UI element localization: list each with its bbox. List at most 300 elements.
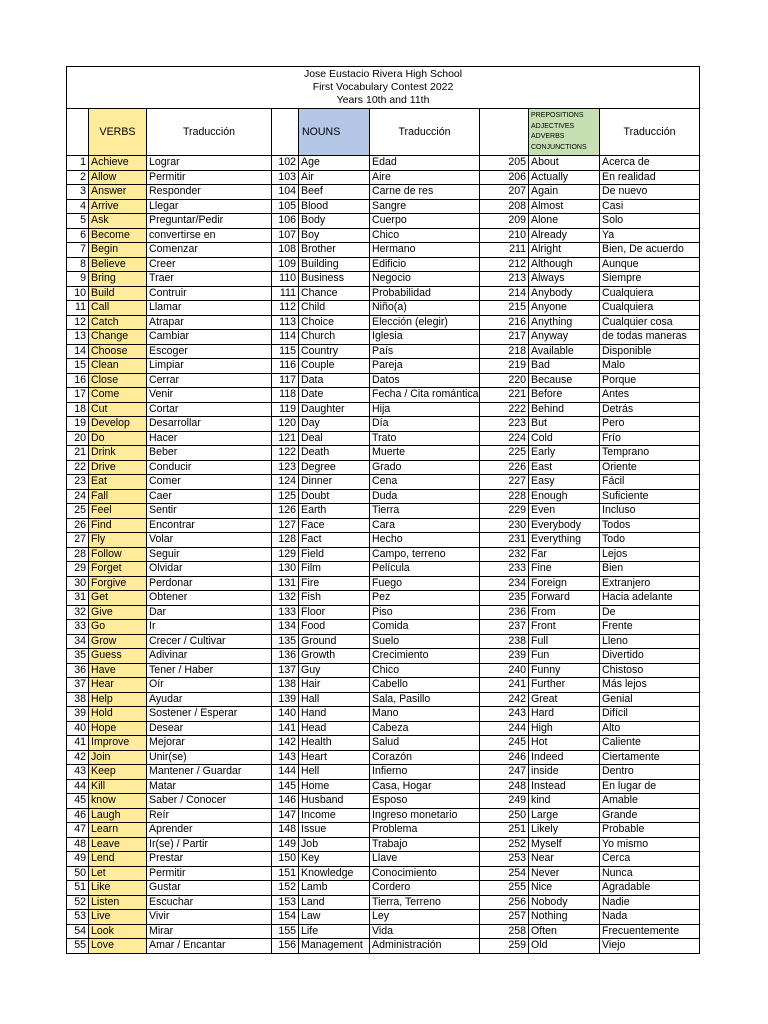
misc-number: 252	[480, 837, 529, 852]
verbs-translation: Oír	[147, 678, 272, 693]
misc-number: 224	[480, 431, 529, 446]
nouns-word: Child	[299, 301, 370, 316]
misc-number: 220	[480, 373, 529, 388]
misc-word: Hard	[529, 707, 600, 722]
nouns-number: 102	[272, 156, 299, 171]
verbs-word: Call	[89, 301, 147, 316]
nouns-word: Income	[299, 808, 370, 823]
nouns-translation: Muerte	[370, 446, 480, 461]
nouns-number: 113	[272, 315, 299, 330]
misc-number: 244	[480, 721, 529, 736]
column-header-row	[67, 109, 700, 156]
nouns-number: 132	[272, 591, 299, 606]
misc-word: Hot	[529, 736, 600, 751]
misc-translation: De	[600, 605, 700, 620]
verbs-number: 41	[67, 736, 89, 751]
misc-translation: Nadie	[600, 895, 700, 910]
nouns-number: 128	[272, 533, 299, 548]
nouns-number: 141	[272, 721, 299, 736]
nouns-translation: Pez	[370, 591, 480, 606]
nouns-number: 127	[272, 518, 299, 533]
nouns-number: 109	[272, 257, 299, 272]
verbs-word: Lend	[89, 852, 147, 867]
misc-translation: Ciertamente	[600, 750, 700, 765]
nouns-number: 150	[272, 852, 299, 867]
nouns-translation: Aire	[370, 170, 480, 185]
adverbs-label: ADVERBS	[531, 133, 565, 140]
table-row	[67, 562, 700, 577]
misc-number: 256	[480, 895, 529, 910]
nouns-word: Dinner	[299, 475, 370, 490]
nouns-number: 118	[272, 388, 299, 403]
verbs-translation: Perdonar	[147, 576, 272, 591]
table-row	[67, 301, 700, 316]
verbs-number: 4	[67, 199, 89, 214]
nouns-number: 139	[272, 692, 299, 707]
verbs-number: 18	[67, 402, 89, 417]
verbs-translation: Aprender	[147, 823, 272, 838]
verbs-number: 35	[67, 649, 89, 664]
sheet-title	[67, 67, 700, 109]
verbs-word: Love	[89, 939, 147, 954]
misc-translation: Lleno	[600, 634, 700, 649]
misc-word: Enough	[529, 489, 600, 504]
misc-number: 217	[480, 330, 529, 345]
misc-number: 209	[480, 214, 529, 229]
nouns-word: Floor	[299, 605, 370, 620]
nouns-word: Heart	[299, 750, 370, 765]
verbs-translation: Ir	[147, 620, 272, 635]
nouns-translation: Crecimiento	[370, 649, 480, 664]
nouns-translation: Película	[370, 562, 480, 577]
misc-number: 258	[480, 924, 529, 939]
verbs-word: Forget	[89, 562, 147, 577]
verbs-translation: Olvidar	[147, 562, 272, 577]
verbs-number: 46	[67, 808, 89, 823]
conjunctions-label: CONJUNCTIONS	[531, 143, 587, 151]
misc-word: Often	[529, 924, 600, 939]
nouns-translation: Casa, Hogar	[370, 779, 480, 794]
table-row	[67, 460, 700, 475]
nouns-translation: Grado	[370, 460, 480, 475]
nouns-translation: Ley	[370, 910, 480, 925]
misc-word: Always	[529, 272, 600, 287]
verbs-word: Improve	[89, 736, 147, 751]
nouns-word: Lamb	[299, 881, 370, 896]
misc-number: 228	[480, 489, 529, 504]
verbs-word: Live	[89, 910, 147, 925]
verbs-word: Develop	[89, 417, 147, 432]
misc-number: 207	[480, 185, 529, 200]
nouns-word: Building	[299, 257, 370, 272]
verbs-number: 52	[67, 895, 89, 910]
table-row	[67, 910, 700, 925]
verbs-word: know	[89, 794, 147, 809]
misc-number: 239	[480, 649, 529, 664]
verbs-word: Get	[89, 591, 147, 606]
adjectives-label: ADJECTIVES	[531, 122, 575, 130]
nouns-translation: Iglesia	[370, 330, 480, 345]
nouns-number: 136	[272, 649, 299, 664]
nouns-translation: Llave	[370, 852, 480, 867]
verbs-number: 33	[67, 620, 89, 635]
misc-number: 222	[480, 402, 529, 417]
verbs-translation: Desarrollar	[147, 417, 272, 432]
misc-word: Foreign	[529, 576, 600, 591]
misc-translation: Malo	[600, 359, 700, 374]
misc-word: Easy	[529, 475, 600, 490]
vocabulary-rows	[67, 156, 700, 954]
nouns-translation: Cabeza	[370, 721, 480, 736]
misc-word: East	[529, 460, 600, 475]
nouns-number: 108	[272, 243, 299, 258]
verbs-number: 43	[67, 765, 89, 780]
misc-number: 215	[480, 301, 529, 316]
nouns-number: 154	[272, 910, 299, 925]
misc-word: Funny	[529, 663, 600, 678]
misc-translation: En lugar de	[600, 779, 700, 794]
nouns-header: NOUNS	[299, 109, 370, 156]
misc-translation: Pero	[600, 417, 700, 432]
misc-word: Everything	[529, 533, 600, 548]
misc-translation: Frecuentemente	[600, 924, 700, 939]
table-row	[67, 750, 700, 765]
verbs-number: 16	[67, 373, 89, 388]
nouns-word: Hand	[299, 707, 370, 722]
verbs-translation: Creer	[147, 257, 272, 272]
verbs-number: 48	[67, 837, 89, 852]
misc-translation: Cualquiera	[600, 301, 700, 316]
nouns-word: Brother	[299, 243, 370, 258]
misc-translation: Ya	[600, 228, 700, 243]
verbs-number: 40	[67, 721, 89, 736]
misc-translation: Cerca	[600, 852, 700, 867]
nouns-number: 114	[272, 330, 299, 345]
nouns-translation: Hermano	[370, 243, 480, 258]
nouns-number: 131	[272, 576, 299, 591]
nouns-number: 120	[272, 417, 299, 432]
verbs-translation: Llamar	[147, 301, 272, 316]
verbs-word: Help	[89, 692, 147, 707]
verbs-translation: Llegar	[147, 199, 272, 214]
misc-translation: Fácil	[600, 475, 700, 490]
nouns-translation: Fuego	[370, 576, 480, 591]
table-row	[67, 359, 700, 374]
misc-word: Even	[529, 504, 600, 519]
verbs-word: Give	[89, 605, 147, 620]
misc-translation: Casi	[600, 199, 700, 214]
verbs-translation: Mejorar	[147, 736, 272, 751]
table-row	[67, 156, 700, 171]
misc-number: 213	[480, 272, 529, 287]
nouns-translation: Cara	[370, 518, 480, 533]
verbs-number: 23	[67, 475, 89, 490]
misc-translation: Dentro	[600, 765, 700, 780]
table-row	[67, 214, 700, 229]
verbs-word: Join	[89, 750, 147, 765]
verbs-number: 54	[67, 924, 89, 939]
nouns-word: Body	[299, 214, 370, 229]
nouns-number: 104	[272, 185, 299, 200]
misc-number: 205	[480, 156, 529, 171]
misc-translation: Cualquier cosa	[600, 315, 700, 330]
misc-word: kind	[529, 794, 600, 809]
verbs-translation: Unir(se)	[147, 750, 272, 765]
misc-number: 254	[480, 866, 529, 881]
verbs-translation: Conducir	[147, 460, 272, 475]
verbs-word: Answer	[89, 185, 147, 200]
misc-number: 257	[480, 910, 529, 925]
misc-word: About	[529, 156, 600, 171]
verbs-translation: Obtener	[147, 591, 272, 606]
table-row	[67, 431, 700, 446]
vocabulary-table	[66, 66, 700, 954]
nouns-number: 146	[272, 794, 299, 809]
verbs-translation: Ayudar	[147, 692, 272, 707]
misc-translation: Incluso	[600, 504, 700, 519]
nouns-translation: Infierno	[370, 765, 480, 780]
misc-word: Never	[529, 866, 600, 881]
table-row	[67, 199, 700, 214]
nouns-number: 111	[272, 286, 299, 301]
verbs-translation: Comer	[147, 475, 272, 490]
nouns-translation: Trabajo	[370, 837, 480, 852]
misc-number: 236	[480, 605, 529, 620]
nouns-word: Day	[299, 417, 370, 432]
misc-translation: Acerca de	[600, 156, 700, 171]
verbs-number: 47	[67, 823, 89, 838]
nouns-number: 153	[272, 895, 299, 910]
misc-number: 240	[480, 663, 529, 678]
nouns-word: Beef	[299, 185, 370, 200]
verbs-number: 8	[67, 257, 89, 272]
verbs-word: Keep	[89, 765, 147, 780]
nouns-translation: Comida	[370, 620, 480, 635]
misc-number: 253	[480, 852, 529, 867]
nouns-word: Food	[299, 620, 370, 635]
nouns-word: Job	[299, 837, 370, 852]
nouns-translation: Cordero	[370, 881, 480, 896]
nouns-word: Country	[299, 344, 370, 359]
table-row	[67, 794, 700, 809]
nouns-translation: Problema	[370, 823, 480, 838]
nouns-word: Blood	[299, 199, 370, 214]
verbs-translation: Encontrar	[147, 518, 272, 533]
table-row	[67, 881, 700, 896]
nouns-word: Growth	[299, 649, 370, 664]
nouns-translation: Conocimiento	[370, 866, 480, 881]
nouns-translation: Chico	[370, 663, 480, 678]
table-row	[67, 852, 700, 867]
nouns-translation: Administración	[370, 939, 480, 954]
nouns-number: 155	[272, 924, 299, 939]
nouns-number: 144	[272, 765, 299, 780]
misc-number: 233	[480, 562, 529, 577]
verbs-word: Begin	[89, 243, 147, 258]
verbs-word: Arrive	[89, 199, 147, 214]
verbs-translation: Atrapar	[147, 315, 272, 330]
verbs-translation: Reír	[147, 808, 272, 823]
verbs-translation-header: Traducción	[147, 109, 272, 156]
nouns-translation: Tierra	[370, 504, 480, 519]
misc-word: Fine	[529, 562, 600, 577]
misc-number: 212	[480, 257, 529, 272]
nouns-number: 103	[272, 170, 299, 185]
verbs-number: 25	[67, 504, 89, 519]
verbs-word: Change	[89, 330, 147, 345]
nouns-number: 148	[272, 823, 299, 838]
verbs-number: 7	[67, 243, 89, 258]
verbs-number: 17	[67, 388, 89, 403]
table-row	[67, 692, 700, 707]
misc-translation: Todos	[600, 518, 700, 533]
table-row	[67, 823, 700, 838]
misc-word: Already	[529, 228, 600, 243]
verbs-word: Guess	[89, 649, 147, 664]
verbs-number: 10	[67, 286, 89, 301]
nouns-word: Daughter	[299, 402, 370, 417]
nouns-word: Home	[299, 779, 370, 794]
table-row	[67, 808, 700, 823]
table-row	[67, 620, 700, 635]
misc-translation-header: Traducción	[600, 109, 700, 156]
misc-translation: Disponible	[600, 344, 700, 359]
misc-number: 226	[480, 460, 529, 475]
nouns-word: Air	[299, 170, 370, 185]
nouns-translation: Niño(a)	[370, 301, 480, 316]
nouns-number: 122	[272, 446, 299, 461]
misc-word: Alright	[529, 243, 600, 258]
nouns-number: 121	[272, 431, 299, 446]
verbs-number: 28	[67, 547, 89, 562]
table-row	[67, 634, 700, 649]
nouns-translation: Sala, Pasillo	[370, 692, 480, 707]
misc-translation: Más lejos	[600, 678, 700, 693]
misc-word: Early	[529, 446, 600, 461]
verbs-translation: Sentir	[147, 504, 272, 519]
misc-word: Because	[529, 373, 600, 388]
misc-translation: Viejo	[600, 939, 700, 954]
misc-word: Anything	[529, 315, 600, 330]
verbs-word: Kill	[89, 779, 147, 794]
verbs-number: 1	[67, 156, 89, 171]
verbs-number: 49	[67, 852, 89, 867]
verbs-word: Hear	[89, 678, 147, 693]
misc-translation: Hacia adelante	[600, 591, 700, 606]
misc-word: Likely	[529, 823, 600, 838]
nouns-number: 123	[272, 460, 299, 475]
nouns-word: Key	[299, 852, 370, 867]
nouns-number: 140	[272, 707, 299, 722]
nouns-word: Issue	[299, 823, 370, 838]
verbs-translation: Traer	[147, 272, 272, 287]
verbs-word: Like	[89, 881, 147, 896]
verbs-number: 3	[67, 185, 89, 200]
nouns-number: 147	[272, 808, 299, 823]
nouns-word: Church	[299, 330, 370, 345]
verbs-word: Choose	[89, 344, 147, 359]
misc-translation: Yo mismo	[600, 837, 700, 852]
verbs-translation: Prestar	[147, 852, 272, 867]
verbs-translation: Cerrar	[147, 373, 272, 388]
misc-word: Alone	[529, 214, 600, 229]
misc-translation: Antes	[600, 388, 700, 403]
misc-word: Actually	[529, 170, 600, 185]
misc-number: 230	[480, 518, 529, 533]
verbs-word: Follow	[89, 547, 147, 562]
table-row	[67, 504, 700, 519]
misc-word: Instead	[529, 779, 600, 794]
nouns-number: 134	[272, 620, 299, 635]
table-row	[67, 736, 700, 751]
misc-translation: Extranjero	[600, 576, 700, 591]
misc-word: Great	[529, 692, 600, 707]
verbs-number: 20	[67, 431, 89, 446]
nouns-word: Deal	[299, 431, 370, 446]
school-name: Jose Eustacio Rivera High School	[303, 68, 463, 80]
misc-translation: Probable	[600, 823, 700, 838]
nouns-word: Hair	[299, 678, 370, 693]
misc-number: 210	[480, 228, 529, 243]
verbs-number: 29	[67, 562, 89, 577]
verbs-word: Grow	[89, 634, 147, 649]
verbs-translation: Saber / Conocer	[147, 794, 272, 809]
table-row	[67, 779, 700, 794]
verbs-word: Do	[89, 431, 147, 446]
nouns-translation: Edificio	[370, 257, 480, 272]
verbs-number: 9	[67, 272, 89, 287]
table-row	[67, 344, 700, 359]
verbs-translation: Responder	[147, 185, 272, 200]
verbs-translation: Cortar	[147, 402, 272, 417]
misc-word: Everybody	[529, 518, 600, 533]
nouns-translation: Piso	[370, 605, 480, 620]
nouns-number: 117	[272, 373, 299, 388]
nouns-number: 138	[272, 678, 299, 693]
verbs-word: Fly	[89, 533, 147, 548]
table-row	[67, 272, 700, 287]
nouns-number: 125	[272, 489, 299, 504]
nouns-translation: Corazón	[370, 750, 480, 765]
misc-word: But	[529, 417, 600, 432]
verbs-number: 55	[67, 939, 89, 954]
misc-translation: Nunca	[600, 866, 700, 881]
verbs-translation: Caer	[147, 489, 272, 504]
nouns-translation: Edad	[370, 156, 480, 171]
misc-number: 249	[480, 794, 529, 809]
misc-translation: Grande	[600, 808, 700, 823]
nouns-word: Management	[299, 939, 370, 954]
verbs-number: 32	[67, 605, 89, 620]
verbs-translation: Mirar	[147, 924, 272, 939]
verbs-translation: Escoger	[147, 344, 272, 359]
table-row	[67, 591, 700, 606]
misc-word: Nice	[529, 881, 600, 896]
verbs-number: 39	[67, 707, 89, 722]
nouns-translation: Hecho	[370, 533, 480, 548]
verbs-translation: Hacer	[147, 431, 272, 446]
table-row	[67, 518, 700, 533]
verbs-word: Allow	[89, 170, 147, 185]
table-row	[67, 373, 700, 388]
misc-word: Front	[529, 620, 600, 635]
misc-word: Behind	[529, 402, 600, 417]
verbs-word: Cut	[89, 402, 147, 417]
misc-word: Anybody	[529, 286, 600, 301]
misc-translation: Porque	[600, 373, 700, 388]
nouns-number: 129	[272, 547, 299, 562]
verbs-word: Find	[89, 518, 147, 533]
